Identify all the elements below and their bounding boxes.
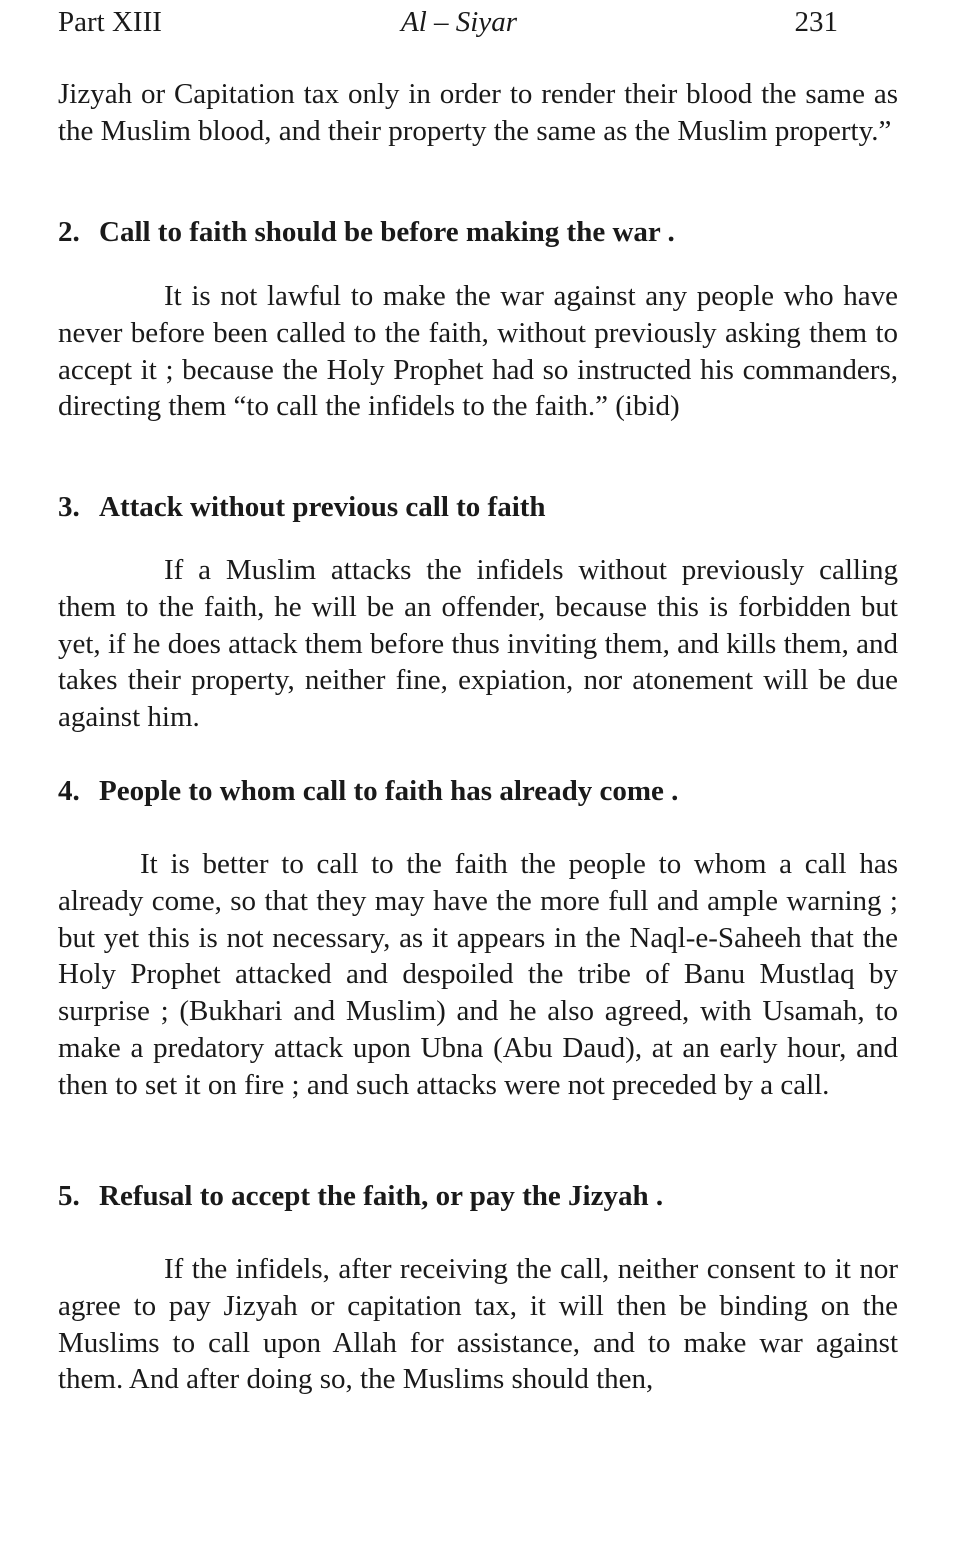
section-number: 3. <box>58 491 80 523</box>
section-heading-2 <box>58 214 898 250</box>
section-title: Call to faith should be before making the war . <box>99 216 675 248</box>
section-number: 2. <box>58 216 80 248</box>
section-number: 4. <box>58 775 80 807</box>
page-number: 231 <box>794 6 838 38</box>
part-label: Part XIII <box>58 6 162 38</box>
intro-paragraph: Jizyah or Capitation tax only in order to render their blood the same as the Muslim blood, and their property the same as the Muslim property.” <box>58 78 898 147</box>
section-body-3: If a Muslim attacks the infidels without previously calling them to the faith, he will be an offender, because this is forbidden but yet, if he does attack them before thus inviting them, and kills them, and takes their property, neither fine, expiation, nor atonement will be due against him. <box>58 554 898 734</box>
section-title: Attack without previous call to faith <box>99 491 546 523</box>
section-body-5: If the infidels, after receiving the call, neither consent to it nor agree to pay Jizyah or capitation tax, it will then be binding on the Muslims to call upon Allah for assistance, and to make war against them. And after doing so, the Muslims should then, <box>58 1253 898 1396</box>
section-title: People to whom call to faith has already come . <box>99 775 679 807</box>
section-number: 5. <box>58 1180 80 1212</box>
section-heading-3 <box>58 489 898 525</box>
running-header <box>58 4 838 44</box>
section-heading-4 <box>58 773 898 809</box>
section-title: Refusal to accept the faith, or pay the Jizyah . <box>99 1180 664 1212</box>
section-body-4: It is better to call to the faith the people to whom a call has already come, so that they may have the more full and ample warning ; but yet this is not necessary, as it appears in the Naql-e-Saheeh that the Holy Prophet attacked and despoiled the tribe of Banu Mustlaq by surprise ; (Bukhari and Muslim) and he also agreed, with Usamah, to make a predatory attack upon Ubna (Abu Daud), at an early hour, and then to set it on fire ; and such attacks were not preceded by a call. <box>58 848 898 1101</box>
chapter-title: Al – Siyar <box>401 6 517 38</box>
section-body-2: It is not lawful to make the war against any people who have never before been called to the faith, without previously asking them to accept it ; because the Holy Prophet had so instructed his commanders, directing them “to call the infidels to the faith.” (ibid) <box>58 280 898 423</box>
section-heading-5 <box>58 1178 898 1214</box>
